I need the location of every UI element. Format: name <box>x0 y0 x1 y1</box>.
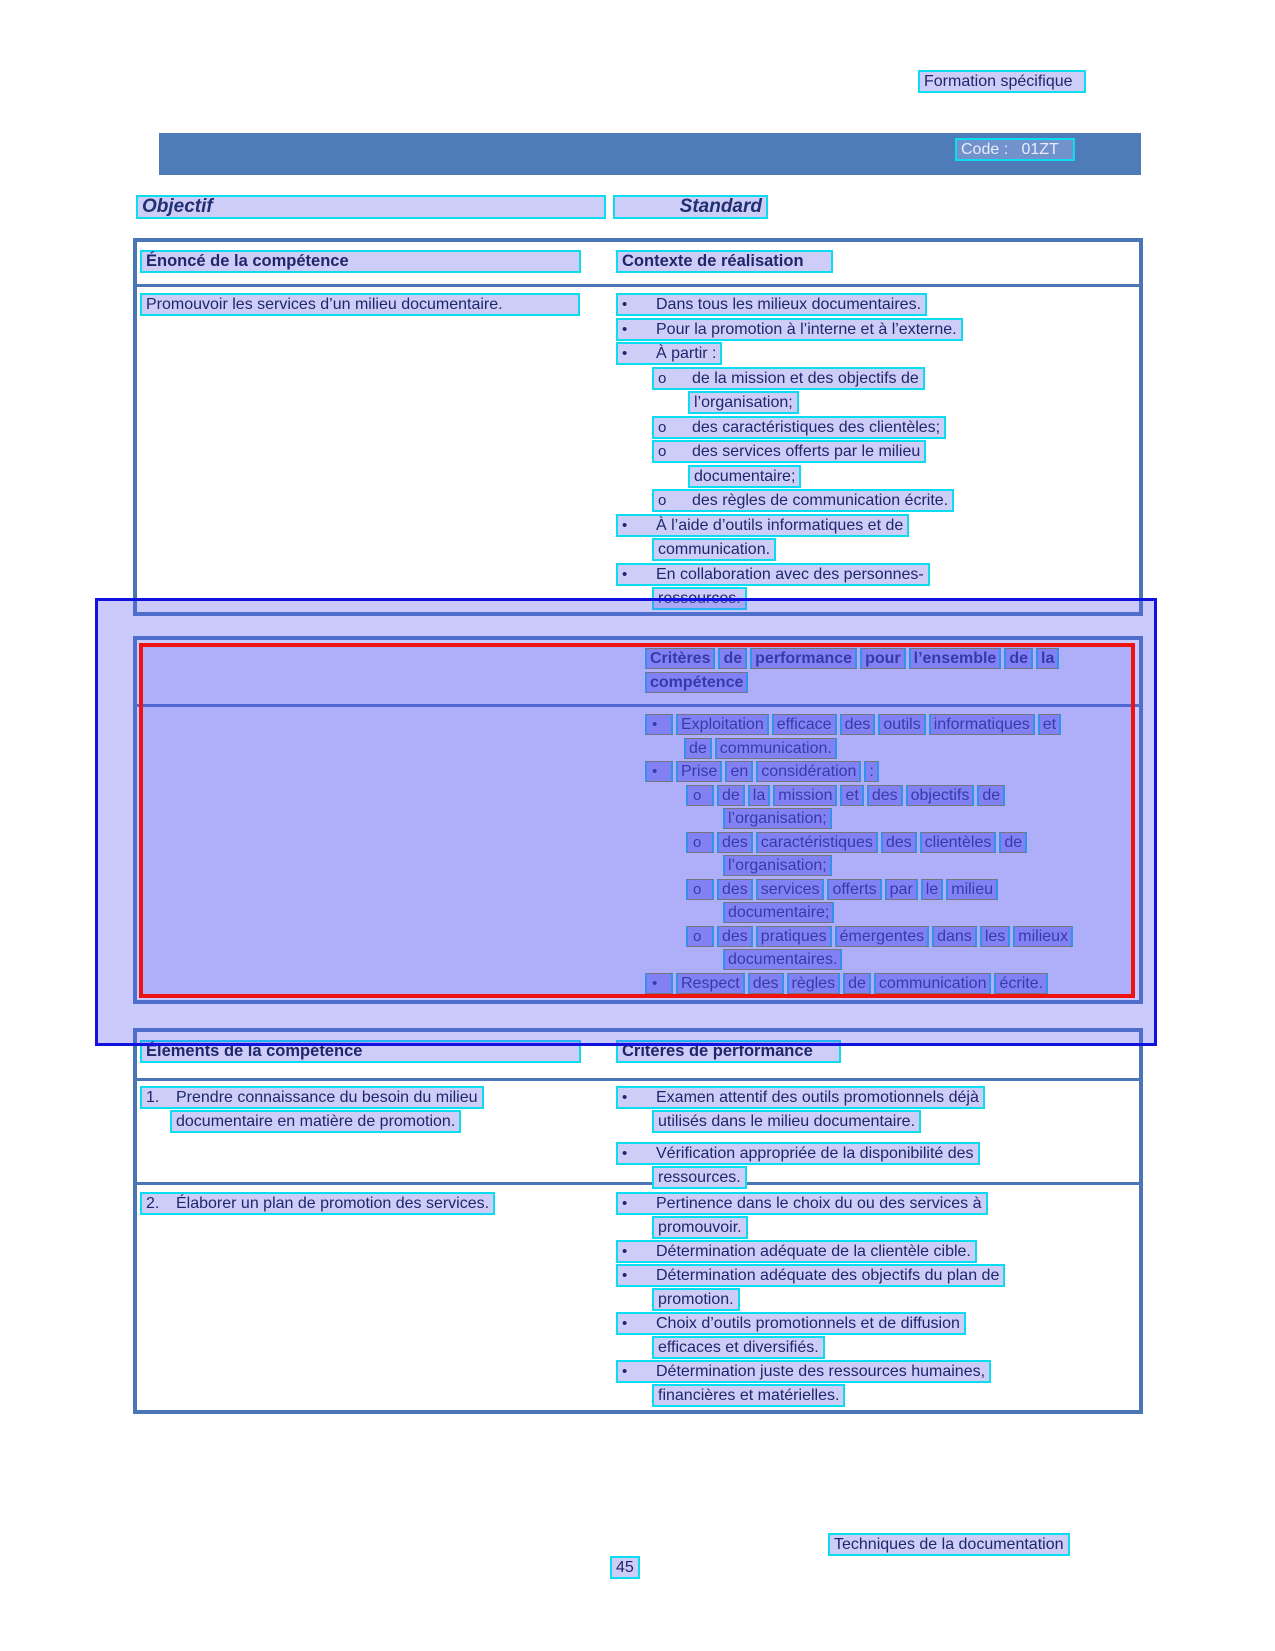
list-item-line <box>616 465 1144 490</box>
word-chip: la <box>748 785 770 806</box>
word-chip: l’organisation; <box>723 808 832 829</box>
list-item-line <box>616 1312 1144 1336</box>
annotation-chip: 1. Prendre connaissance du besoin du milieu <box>140 1086 484 1109</box>
word-line <box>645 761 1140 785</box>
annotation-chip: l’organisation; <box>688 391 799 414</box>
word-chip: des <box>867 785 903 806</box>
list-item-line <box>616 1086 1144 1110</box>
list-item-line <box>616 1288 1144 1312</box>
bullet-icon: • <box>645 973 673 994</box>
list-item-line <box>616 1216 1144 1240</box>
list-item-line <box>616 1336 1144 1360</box>
annotation-chip: • À partir : <box>616 342 722 365</box>
page-number-chip: 45 <box>610 1556 640 1579</box>
word-chip: des <box>717 926 753 947</box>
word-chip: dans <box>932 926 977 947</box>
word-chip: efficace <box>772 714 837 735</box>
list-item-line <box>616 587 1144 612</box>
bullet-icon: • <box>622 1315 628 1332</box>
table-enonce-competence <box>133 238 1143 616</box>
annotation-chip: documentaire en matière de promotion. <box>170 1110 461 1133</box>
annotation-chip: • Détermination adéquate des objectifs du plan de <box>616 1264 1005 1287</box>
word-chip: documentaires. <box>723 949 842 970</box>
word-chip: de <box>717 785 745 806</box>
annotation-chip: ressources. <box>652 587 747 610</box>
word-chip: de <box>843 973 871 994</box>
word-chip: offerts <box>827 879 881 900</box>
item-gap <box>616 1134 1144 1142</box>
annotation-chip: documentaire; <box>688 465 801 488</box>
element-line <box>140 1192 610 1216</box>
word-chip: Critères <box>645 648 715 669</box>
word-chip: pratiques <box>756 926 832 947</box>
annotation-chip: communication. <box>652 538 776 561</box>
word-line <box>645 738 1140 762</box>
word-chip: Prise <box>676 761 722 782</box>
annotation-chip: • À l’aide d’outils informatiques et de <box>616 514 909 537</box>
table-elements-competence <box>133 1028 1143 1414</box>
list-item-line <box>616 538 1144 563</box>
formation-note-chip: Formation spécifique <box>918 70 1086 93</box>
word-chip: et <box>840 785 863 806</box>
word-chip: émergentes <box>835 926 930 947</box>
element-line <box>140 1110 610 1134</box>
list-item-line <box>616 563 1144 588</box>
table-header-divider <box>137 1078 1139 1081</box>
annotation-chip: • Choix d’outils promotionnels et de diffusion <box>616 1312 966 1335</box>
criteria-row-2 <box>616 1192 1144 1408</box>
bullet-icon: • <box>622 1267 628 1284</box>
word-chip: informatiques <box>929 714 1035 735</box>
annotation-chip: financières et matérielles. <box>652 1384 845 1407</box>
annotation-chip: • Pour la promotion à l’interne et à l’externe. <box>616 318 963 341</box>
word-chip: des <box>717 879 753 900</box>
word-chip: l’organisation; <box>723 855 832 876</box>
bullet-icon: • <box>622 516 628 534</box>
bullet-icon: • <box>622 1243 628 1260</box>
word-line <box>645 832 1140 856</box>
top-banner <box>159 133 1141 175</box>
word-line <box>645 808 1140 832</box>
bullet-icon: o <box>686 879 714 900</box>
list-item-line <box>616 1384 1144 1408</box>
word-line <box>645 648 1140 672</box>
list-item-line <box>616 293 1144 318</box>
list-item-line <box>616 514 1144 539</box>
word-chip: Respect <box>676 973 745 994</box>
word-chip: de <box>977 785 1005 806</box>
word-line <box>645 672 1140 696</box>
code-chip: Code : 01ZT <box>955 138 1075 161</box>
word-line <box>645 855 1140 879</box>
list-item-line <box>616 342 1144 367</box>
annotation-chip: promouvoir. <box>652 1216 748 1239</box>
word-chip: documentaire; <box>723 902 834 923</box>
bullet-icon: o <box>658 369 667 387</box>
list-item-line <box>616 1264 1144 1288</box>
element-line <box>140 1086 610 1110</box>
annotation-chip: • Examen attentif des outils promotionnels déjà <box>616 1086 985 1109</box>
word-line <box>645 949 1140 973</box>
word-chip: de <box>718 648 747 669</box>
word-chip: Exploitation <box>676 714 769 735</box>
col-header-contexte: Contexte de réalisation <box>616 250 833 273</box>
word-chip: des <box>748 973 784 994</box>
word-chip: des <box>840 714 876 735</box>
list-item-line <box>616 367 1144 392</box>
element-row-1 <box>140 1086 610 1134</box>
list-item-line <box>616 416 1144 441</box>
annotation-chip: o des services offerts par le milieu <box>652 440 926 463</box>
list-item-line <box>616 1166 1144 1190</box>
word-line <box>645 714 1140 738</box>
list-item-line <box>616 391 1144 416</box>
word-chip: mission <box>773 785 837 806</box>
word-chip: de <box>1004 648 1033 669</box>
word-chip: le <box>921 879 943 900</box>
word-line <box>645 785 1140 809</box>
annotation-chip: o des caractéristiques des clientèles; <box>652 416 946 439</box>
word-chip: des <box>717 832 753 853</box>
word-chip: de <box>999 832 1027 853</box>
bullet-icon: o <box>658 418 667 436</box>
col-header-enonce: Énoncé de la compétence <box>140 250 581 273</box>
word-chip: milieux <box>1013 926 1073 947</box>
col-header-criteres: Critères de performance <box>616 1040 841 1063</box>
word-chip: outils <box>878 714 925 735</box>
list-item-line <box>616 1192 1144 1216</box>
bullet-icon: • <box>622 296 628 313</box>
word-chip: clientèles <box>920 832 997 853</box>
list-item-line <box>616 440 1144 465</box>
word-chip: par <box>885 879 918 900</box>
bullet-icon: o <box>686 785 714 806</box>
word-chip: : <box>864 761 878 782</box>
word-chip: l’ensemble <box>909 648 1002 669</box>
annotation-chip: • Vérification appropriée de la disponibilité des <box>616 1142 980 1165</box>
word-chip: en <box>725 761 753 782</box>
bullet-icon: o <box>658 443 667 460</box>
word-chip: considération <box>756 761 861 782</box>
perf-header-divider <box>137 704 1139 707</box>
annotation-chip: efficaces et diversifiés. <box>652 1336 825 1359</box>
perf-list <box>645 714 1140 996</box>
annotation-chip: promotion. <box>652 1288 740 1311</box>
table-header-divider <box>137 284 1139 287</box>
word-chip: communication. <box>715 738 837 759</box>
word-line <box>645 902 1140 926</box>
annotation-chip: o des règles de communication écrite. <box>652 489 954 512</box>
bullet-icon: • <box>622 345 628 362</box>
objectif-chip: Objectif <box>136 195 606 219</box>
annotation-chip: • Détermination adéquate de la clientèle cible. <box>616 1240 977 1263</box>
criteria-row-1 <box>616 1086 1144 1190</box>
bullet-icon: • <box>622 1363 628 1380</box>
element-row-2 <box>140 1192 610 1216</box>
bullet-icon: • <box>645 761 673 782</box>
list-item-line <box>616 1240 1144 1264</box>
annotation-chip: • Pertinence dans le choix du ou des services à <box>616 1192 988 1215</box>
bullet-icon: • <box>622 1195 628 1212</box>
annotation-chip: • En collaboration avec des personnes- <box>616 563 930 586</box>
element-number: 2. <box>146 1195 160 1212</box>
bullet-icon: o <box>658 492 667 509</box>
annotation-chip: ressources. <box>652 1166 747 1189</box>
annotation-chip: o de la mission et des objectifs de <box>652 367 925 390</box>
annotation-chip: utilisés dans le milieu documentaire. <box>652 1110 921 1133</box>
perf-section-header <box>645 648 1140 695</box>
word-chip: des <box>881 832 917 853</box>
standard-table <box>133 636 1143 1004</box>
list-item-line <box>616 318 1144 343</box>
word-chip: communication <box>874 973 992 994</box>
list-item-line <box>616 1110 1144 1134</box>
competence-chip: Promouvoir les services d’un milieu documentaire. <box>140 293 580 316</box>
annotation-chip: 2. Élaborer un plan de promotion des services. <box>140 1192 495 1215</box>
annotation-chip: • Détermination juste des ressources humaines, <box>616 1360 991 1383</box>
word-chip: milieu <box>946 879 998 900</box>
list-item-line <box>616 1142 1144 1166</box>
word-chip: objectifs <box>906 785 975 806</box>
element-number: 1. <box>146 1089 160 1106</box>
bullet-icon: • <box>622 1145 628 1162</box>
list-item-line <box>616 1360 1144 1384</box>
word-line <box>645 973 1140 997</box>
context-list <box>616 293 1144 612</box>
list-item-line <box>616 489 1144 514</box>
word-chip: écrite. <box>994 973 1048 994</box>
word-chip: et <box>1038 714 1061 735</box>
word-chip: les <box>980 926 1010 947</box>
word-chip: pour <box>860 648 906 669</box>
word-line <box>645 926 1140 950</box>
bullet-icon: • <box>622 1089 628 1106</box>
bullet-icon: o <box>686 926 714 947</box>
word-chip: compétence <box>645 672 748 693</box>
bullet-icon: • <box>622 320 628 338</box>
col-header-elements: Éléments de la compétence <box>140 1040 581 1063</box>
word-line <box>645 879 1140 903</box>
footer-note-chip: Techniques de la documentation <box>828 1533 1070 1556</box>
annotation-chip: • Dans tous les milieux documentaires. <box>616 293 927 316</box>
standard-chip: Standard <box>613 195 768 219</box>
word-chip: règles <box>787 973 841 994</box>
bullet-icon: • <box>622 565 628 583</box>
word-chip: la <box>1036 648 1059 669</box>
word-chip: de <box>684 738 712 759</box>
word-chip: caractéristiques <box>756 832 878 853</box>
word-chip: performance <box>750 648 857 669</box>
bullet-icon: • <box>645 714 673 735</box>
word-chip: services <box>756 879 825 900</box>
bullet-icon: o <box>686 832 714 853</box>
